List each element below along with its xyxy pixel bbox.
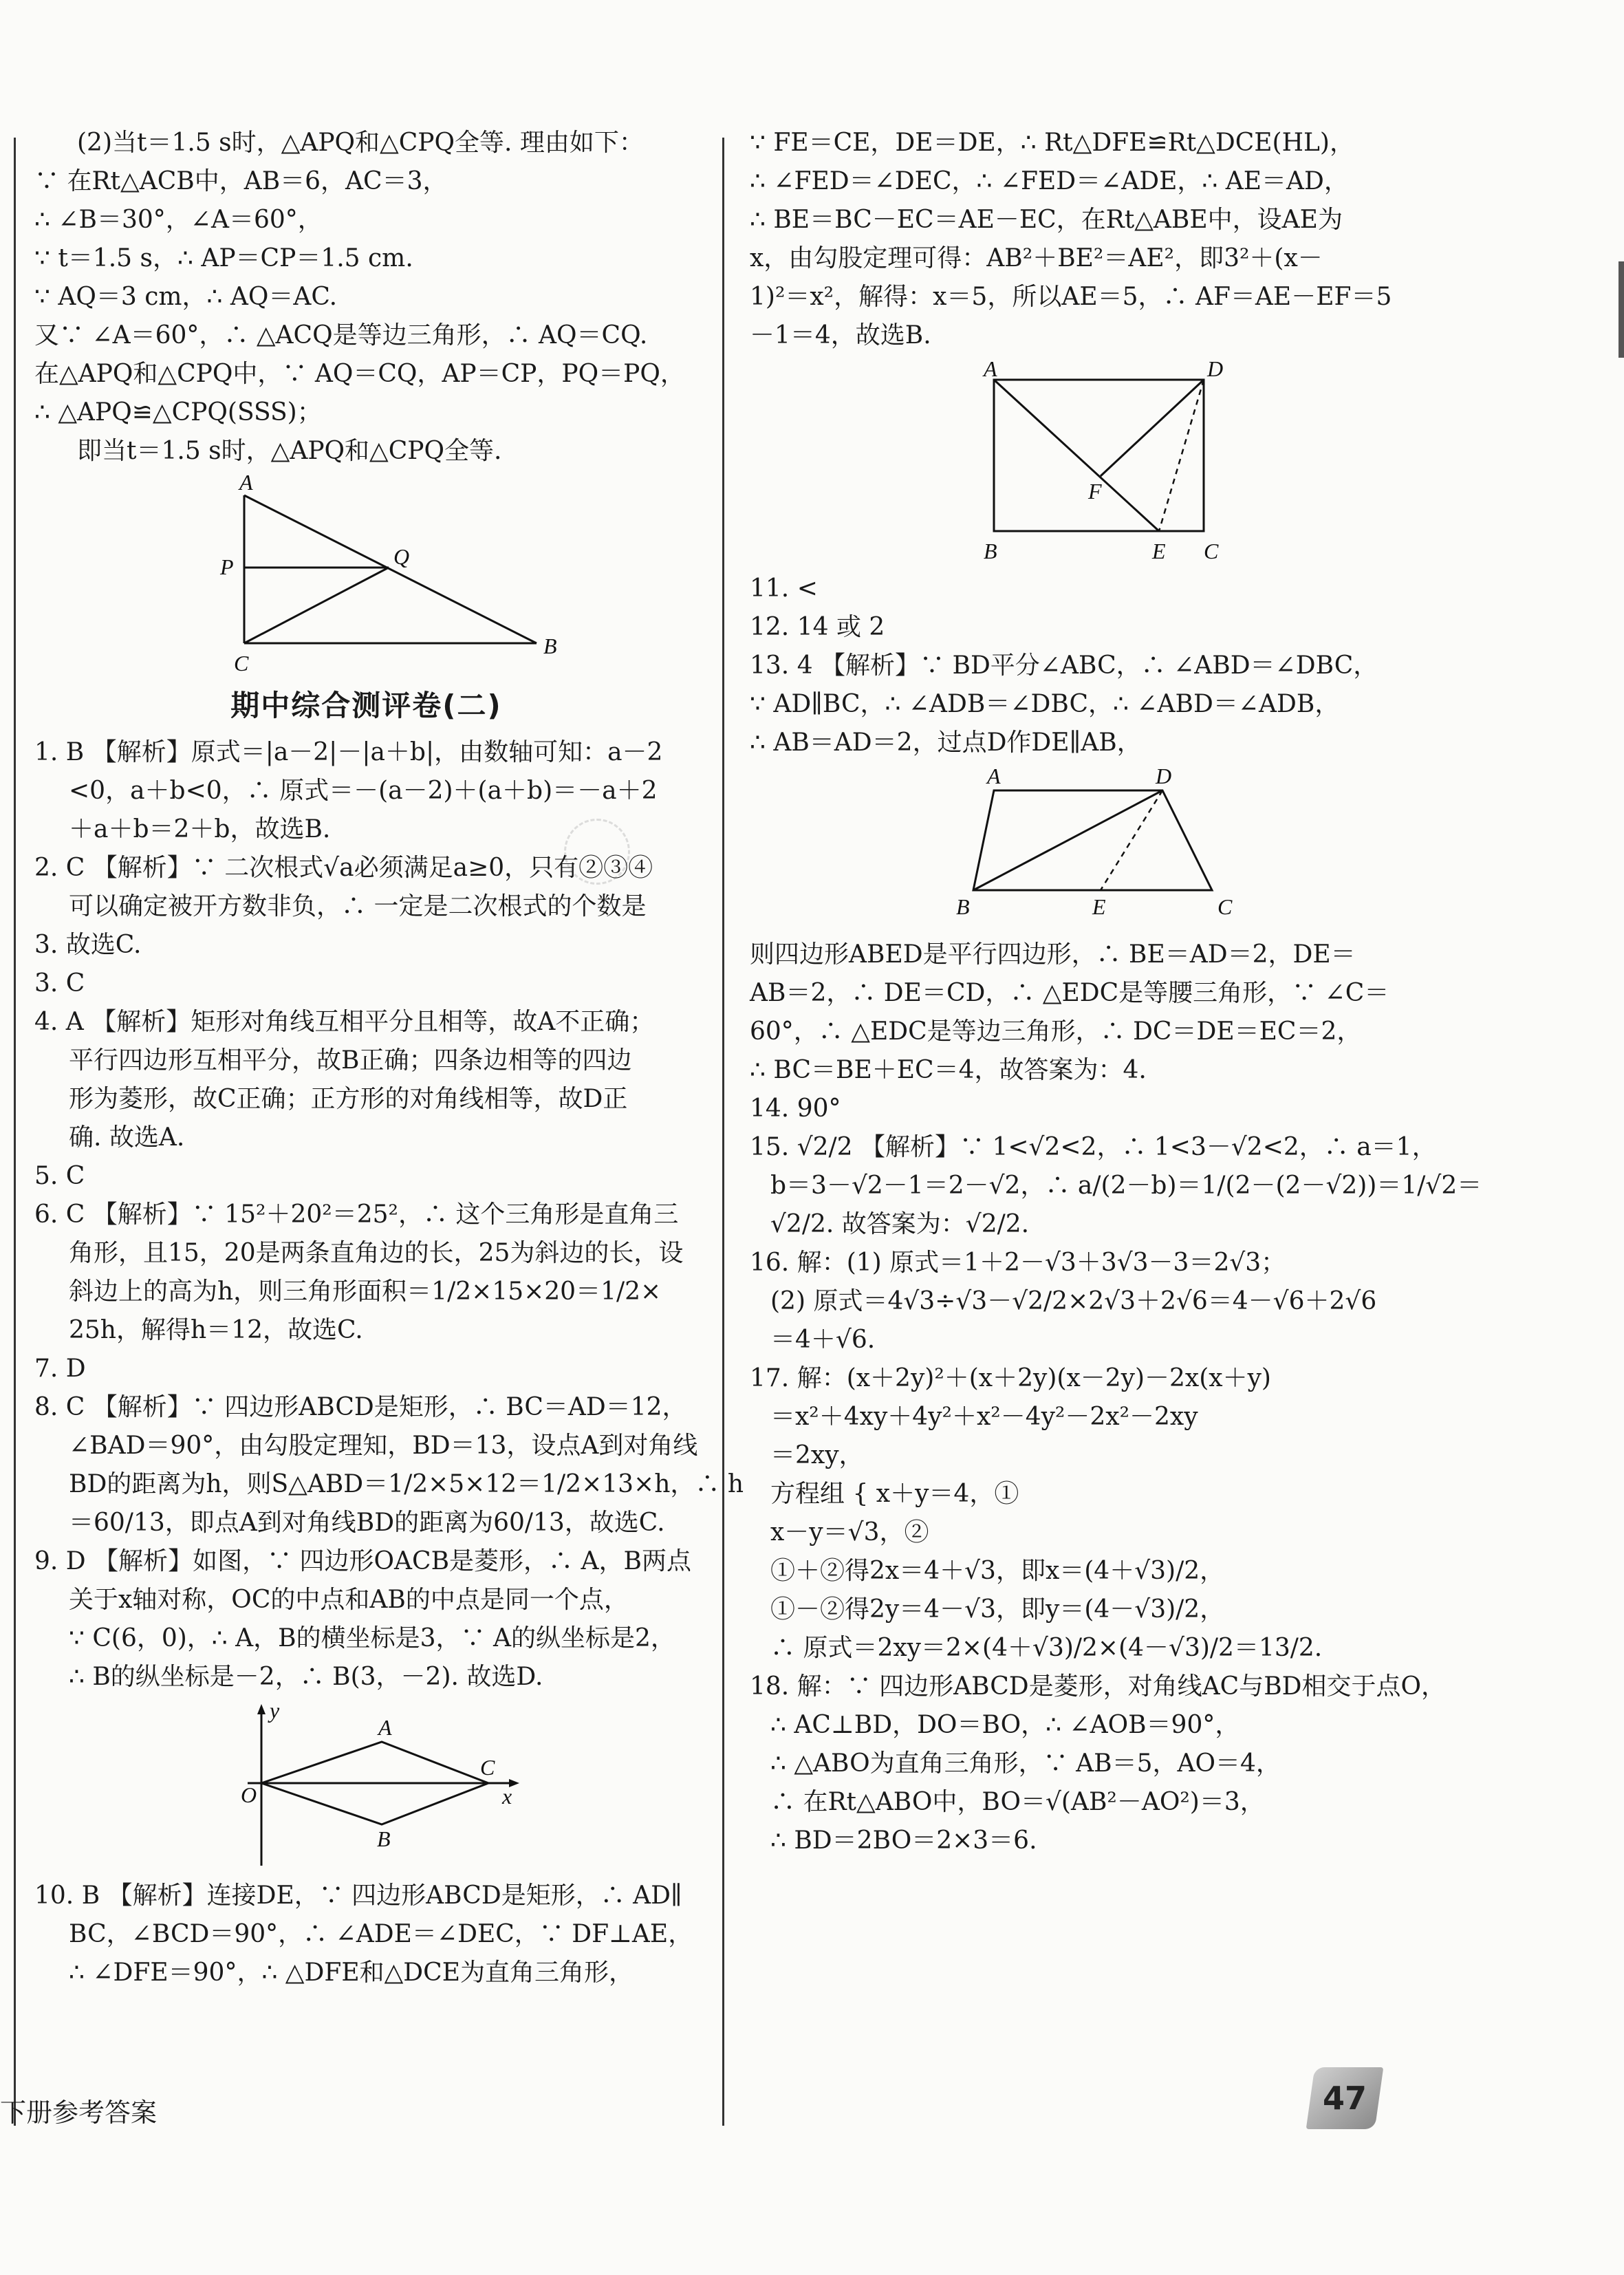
figure-rectangle-abcd [750,359,1438,565]
text-line: 10. B 【解析】连接DE，∵ 四边形ABCD是矩形，∴ AD∥ [34,1882,682,1910]
text-line: ∴ △ABO为直角三角形，∵ AB＝5，AO＝4， [770,1749,1281,1778]
fig1-label: C [234,651,249,674]
text-line: ∵ t＝1.5 s，∴ AP＝CP＝1.5 cm. [34,244,413,272]
text-line: 1. B 【解析】原式＝|a－2|－|a＋b|，由数轴可知：a－2 [34,738,663,766]
text-line: 即当t＝1.5 s时，△APQ和△CPQ全等. [77,437,502,465]
fig3-label: A [984,359,997,381]
fig2-label: A [378,1715,392,1740]
text-line: ∴ BE＝BC－EC＝AE－EC，在Rt△ABE中，设AE为 [750,206,1343,234]
text-line: b＝3－√2－1＝2－√2，∴ a/(2－b)＝1/(2－(2－√2))＝1/√2＝ [770,1172,1482,1200]
text-line: 9. D 【解析】如图，∵ 四边形OACB是菱形，∴ A，B两点 [34,1547,691,1575]
figure-triangle-apq [34,475,698,674]
figure-trapezoid-abcd [750,766,1438,931]
text-line: 8. C 【解析】∵ 四边形ABCD是矩形，∴ BC＝AD＝12， [34,1393,687,1421]
text-line: 17. 解：(x＋2y)²＋(x＋2y)(x－2y)－2x(x＋y) [750,1364,1271,1392]
text-line: BD的距离为h，则S△ABD＝1/2×5×12＝1/2×13×h，∴ h [69,1470,744,1498]
text-line: ∴ AC⊥BD，DO＝BO，∴ ∠AOB＝90°， [770,1711,1240,1739]
fig3-label: E [1152,539,1166,563]
column-divider-left [14,138,16,2126]
text-line: 4. A 【解析】矩形对角线互相平分且相等，故A不正确； [34,1008,655,1036]
fig3-label: F [1088,479,1102,504]
page-number-badge [1306,2067,1384,2129]
text-line: 斜边上的高为h，则三角形面积＝1/2×15×20＝1/2× [69,1277,662,1306]
text-line: ∴ ∠B＝30°，∠A＝60°， [34,206,323,234]
text-line: (2) 原式＝4√3÷√3－√2/2×2√3＋2√6＝4－√6＋2√6 [770,1287,1377,1315]
text-line: ＝60/13，即点A到对角线BD的距离为60/13，故选C. [69,1509,665,1537]
text-line: ∴ ∠FED＝∠DEC，∴ ∠FED＝∠ADE，∴ AE＝AD， [750,167,1349,195]
text-line: 6. C 【解析】∵ 15²＋20²＝25²，∴ 这个三角形是直角三 [34,1200,679,1229]
text-line: ∵ C(6，0)，∴ A，B的横坐标是3，∵ A的纵坐标是2， [69,1624,675,1652]
text-line: 确. 故选A. [69,1123,185,1152]
fig4-label: C [1217,894,1233,919]
text-line: (2)当t＝1.5 s时，△APQ和△CPQ全等. 理由如下： [77,129,644,157]
right-column [750,124,1482,1860]
text-line: <0，a＋b<0，∴ 原式＝－(a－2)＋(a＋b)＝－a＋2 [69,777,658,805]
text-line: x，由勾股定理可得：AB²＋BE²＝AE²，即3²＋(x－ [750,244,1323,272]
fig4-label: E [1092,894,1106,919]
text-line: ∴ ∠DFE＝90°，∴ △DFE和△DCE为直角三角形， [69,1959,634,1987]
text-line: 关于x轴对称，OC的中点和AB的中点是同一个点， [69,1586,629,1614]
text-line: 3. 故选C. [34,931,142,959]
text-line: ∴ BD＝2BO＝2×3＝6. [770,1826,1037,1855]
text-line: 方程组 { x＋y＝4，① [770,1480,1019,1508]
fig4-label: B [956,894,970,919]
text-line: 3. C [34,969,85,998]
fig4-label: A [987,766,1001,788]
text-line: ∵ AQ＝3 cm，∴ AQ＝AC. [34,283,338,311]
right-mid-text [750,570,1438,762]
fig1-label: A [239,475,253,495]
fig2-label: B [377,1826,391,1851]
text-line: －1＝4，故选B. [750,321,931,349]
text-line: ∵ FE＝CE，DE＝DE，∴ Rt△DFE≌Rt△DCE(HL)， [750,129,1354,157]
text-line: ＝2xy， [770,1441,864,1469]
page-number: 47 [1322,2080,1367,2117]
fig1-label: B [543,634,557,658]
text-line: 则四边形ABED是平行四边形，∴ BE＝AD＝2，DE＝ [750,940,1356,969]
fig3-label: B [984,539,997,563]
text-line: ∴ 原式＝2xy＝2×(4＋√3)/2×(4－√3)/2＝13/2. [770,1634,1323,1662]
text-line: ＋a＋b＝2＋b，故选B. [69,815,331,843]
text-line: ∴ AB＝AD＝2，过点D作DE∥AB， [750,729,1142,757]
text-line: ∵ AD∥BC，∴ ∠ADB＝∠DBC，∴ ∠ABD＝∠ADB， [750,690,1340,718]
text-line: 25h，解得h＝12，故选C. [69,1316,363,1344]
fig1-label: P [220,554,234,579]
text-line: 11. < [750,574,818,603]
text-line: 16. 解：(1) 原式＝1＋2－√3＋3√3－3＝2√3； [750,1249,1286,1277]
text-line: ∠BAD＝90°，由勾股定理知，BD＝13，设点A到对角线 [69,1432,698,1460]
text-line: 角形，且15，20是两条直角边的长，25为斜边的长，设 [69,1239,684,1267]
text-line: 18. 解：∵ 四边形ABCD是菱形，对角线AC与BD相交于点O， [750,1672,1447,1701]
text-line: ∴ BC＝BE＋EC＝4，故答案为：4. [750,1056,1147,1084]
text-line: 5. C [34,1162,85,1190]
text-line: AB＝2，∴ DE＝CD，∴ △EDC是等腰三角形，∵ ∠C＝ [750,979,1389,1007]
right-top-text [750,124,1438,355]
left-column [34,124,744,1992]
left-mid-text [34,733,744,1696]
text-line: ＝x²＋4xy＋4y²＋x²－4y²－2x²－2xy [770,1403,1198,1431]
left-bottom-text [34,1877,698,1992]
text-line: 2. C 【解析】∵ 二次根式√a必须满足a≥0，只有②③④ [34,854,653,882]
figure-rhombus-oacb [34,1701,698,1873]
footer-title: 下册参考答案 [0,2098,158,2128]
fig1-label: Q [393,544,410,569]
text-line: 1)²＝x²，解得：x＝5，所以AE＝5，∴ AF＝AE－EF＝5 [750,283,1392,311]
text-line: BC，∠BCD＝90°，∴ ∠ADE＝∠DEC，∵ DF⊥AE， [69,1920,693,1948]
page-edge-mark [1618,261,1624,358]
fig2-label: y [270,1701,280,1723]
text-line: 12. 14 或 2 [750,613,885,641]
text-line: ∴ B的纵坐标是－2，∴ B(3，－2). 故选D. [69,1663,543,1691]
left-top-text [34,124,698,471]
text-line: 在△APQ和△CPQ中，∵ AQ＝CQ，AP＝CP，PQ＝PQ， [34,360,685,388]
fig3-label: D [1207,359,1224,381]
text-line: ＝4＋√6. [770,1326,876,1354]
fig2-label: x [502,1784,512,1809]
fig4-label: D [1156,766,1172,788]
text-line: 形为菱形，故C正确；正方形的对角线相等，故D正 [69,1085,628,1113]
text-line: 7. D [34,1355,86,1383]
fig3-label: C [1204,539,1219,563]
column-divider-center [722,138,724,2126]
text-line: 又∵ ∠A＝60°，∴ △ACQ是等边三角形，∴ AQ＝CQ. [34,321,648,349]
text-line: 可以确定被开方数非负，∴ 一定是二次根式的个数是 [69,892,647,920]
text-line: √2/2. 故答案为：√2/2. [770,1210,1030,1238]
text-line: 平行四边形互相平分，故B正确；四条边相等的四边 [69,1046,632,1075]
text-line: ∵ 在Rt△ACB中，AB＝6，AC＝3， [34,167,448,195]
fig2-label: C [480,1755,495,1780]
text-line: x－y＝√3，② [770,1518,929,1546]
section-title: 期中综合测评卷(二) [230,689,502,722]
text-line: ∴ 在Rt△ABO中，BO＝√(AB²－AO²)＝3， [770,1788,1265,1816]
text-line: 15. √2/2 【解析】∵ 1<√2<2，∴ 1<3－√2<2，∴ a＝1， [750,1133,1437,1161]
text-line: ①－②得2y＝4－√3，即y＝(4－√3)/2， [770,1595,1225,1624]
fig2-label: O [241,1782,257,1807]
text-line: 14. 90° [750,1095,841,1123]
text-line: 60°，∴ △EDC是等边三角形，∴ DC＝DE＝EC＝2， [750,1017,1362,1046]
right-bottom-text [750,936,1482,1860]
text-line: ∴ △APQ≌△CPQ(SSS)； [34,398,322,427]
text-line: ①＋②得2x＝4＋√3，即x＝(4＋√3)/2， [770,1557,1225,1585]
text-line: 13. 4 【解析】∵ BD平分∠ABC，∴ ∠ABD＝∠DBC， [750,651,1378,680]
